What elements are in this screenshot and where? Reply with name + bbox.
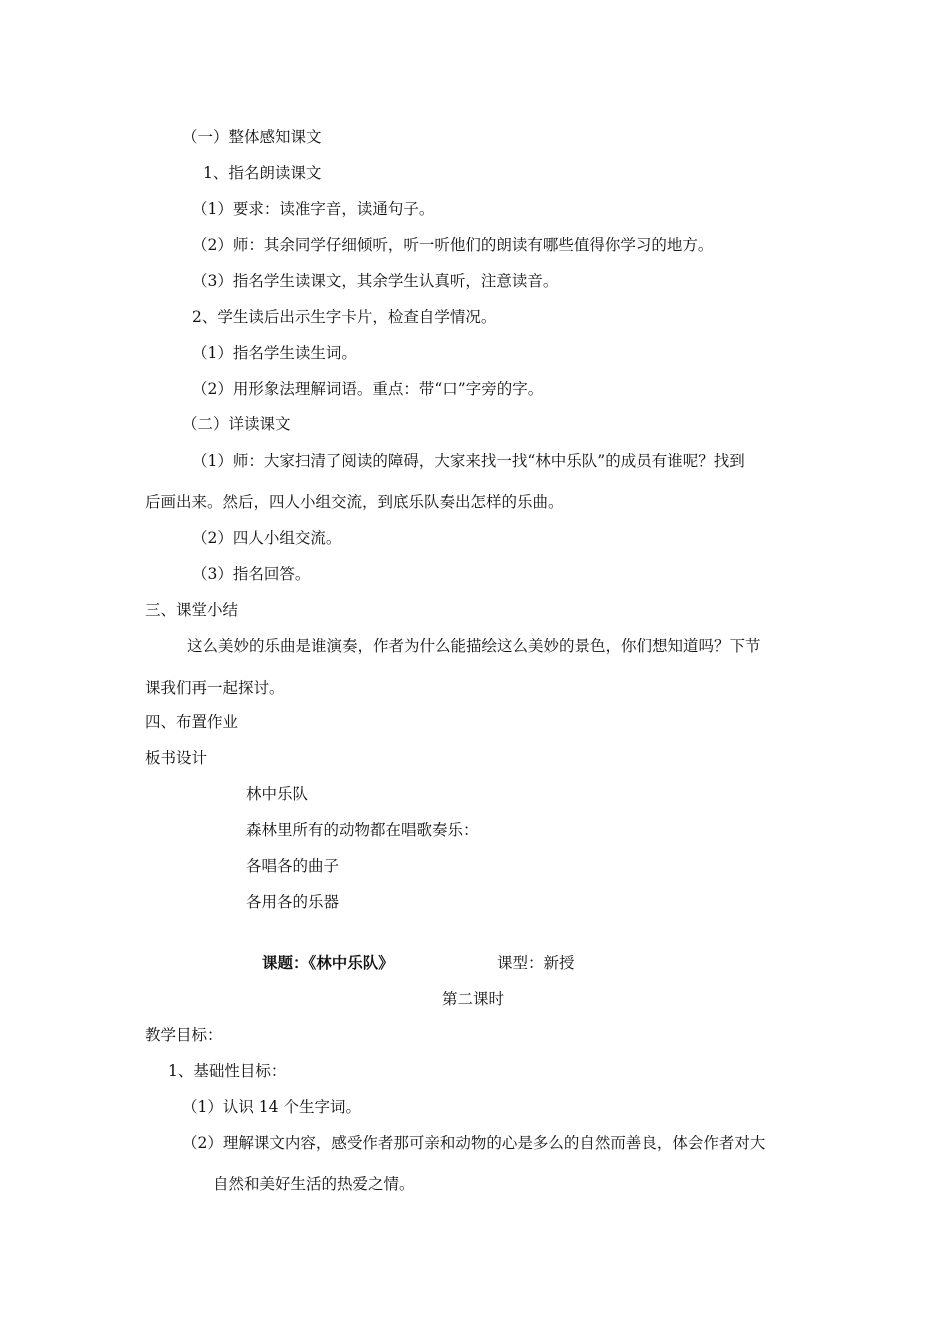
list-item: （2）师：其余同学仔细倾听，听一听他们的朗读有哪些值得你学习的地方。 — [192, 236, 714, 254]
section-heading: （一）整体感知课文 — [182, 128, 322, 146]
list-item: 1、基础性目标： — [168, 1062, 287, 1080]
paragraph-line: 课我们再一起探讨。 — [145, 679, 285, 697]
list-item: 2、学生读后出示生字卡片，检查自学情况。 — [192, 308, 497, 326]
board-line: 森林里所有的动物都在唱歌奏乐： — [246, 821, 479, 839]
lesson-title: 课题：《林中乐队》 — [262, 954, 394, 972]
paragraph-line: 后画出来。然后，四人小组交流，到底乐队奏出怎样的乐曲。 — [145, 493, 564, 511]
list-item: 1、指名朗读课文 — [203, 164, 322, 182]
section-heading: 板书设计 — [145, 749, 208, 767]
list-item: （2）用形象法理解词语。重点：带“口”字旁的字。 — [192, 380, 544, 398]
paragraph-line: （2）理解课文内容，感受作者那可亲和动物的心是多么的自然而善良，体会作者对大 — [182, 1134, 766, 1152]
list-item: （3）指名回答。 — [192, 565, 311, 583]
lesson-period: 第二课时 — [442, 990, 505, 1008]
section-heading: 教学目标： — [145, 1026, 223, 1044]
list-item: （1）认识 14 个生字词。 — [182, 1098, 361, 1116]
list-item: （1）指名学生读生词。 — [192, 344, 357, 362]
list-item: （2）四人小组交流。 — [192, 529, 342, 547]
paragraph-line: 自然和美好生活的热爱之情。 — [213, 1175, 415, 1193]
lesson-type: 课型：新授 — [497, 954, 575, 972]
board-line: 各唱各的曲子 — [246, 857, 340, 875]
paragraph-line: 这么美妙的乐曲是谁演奏，作者为什么能描绘这么美妙的景色，你们想知道吗？下节 — [187, 637, 761, 655]
section-heading: （二）详读课文 — [182, 415, 291, 433]
list-item: （1）要求：读准字音，读通句子。 — [192, 200, 435, 218]
section-heading: 三、课堂小结 — [145, 601, 239, 619]
board-line: 各用各的乐器 — [246, 893, 340, 911]
section-heading: 四、布置作业 — [145, 713, 239, 731]
list-item: （3）指名学生读课文，其余学生认真听，注意读音。 — [192, 272, 559, 290]
board-line: 林中乐队 — [246, 785, 309, 803]
paragraph-line: （1）师：大家扫清了阅读的障碍，大家来找一找“林中乐队”的成员有谁呢？找到 — [192, 452, 745, 470]
